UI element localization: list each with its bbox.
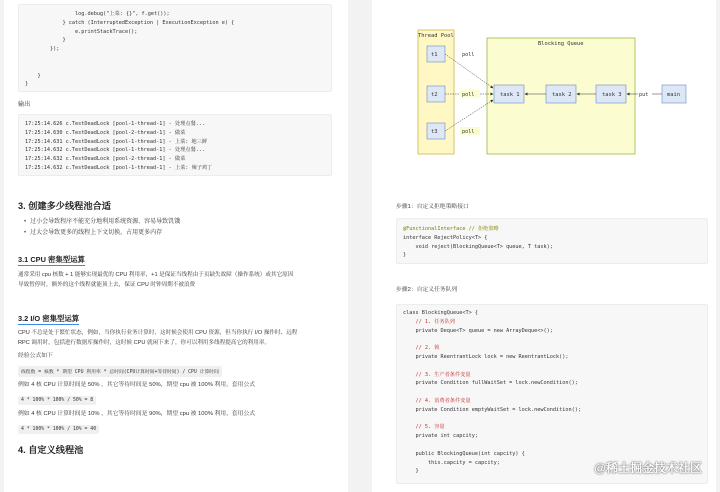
code-line: // 5. 容量 (403, 424, 445, 431)
output-line: 17:25:14.632 c.TestDeadLock [pool-1-thread-1] - 上菜: 辣子鸡丁 (25, 164, 213, 171)
cpu-paragraph-line-2: 导致暂停时，额外的这个线程就能顶上去，保证 CPU 时钟周期不被浪费 (18, 282, 196, 288)
step-1-text: 步骤1：自定义拒绝策略接口 (396, 204, 469, 210)
example-2-text: 例如 4 核 CPU 计算时间是 10% ，其它等待时间是 90%，期望 cpu 被 100% 利用，套用公式 (18, 411, 256, 417)
io-paragraph-line-2: RPC 调用时，包括进行数据库操作时，这时候 CPU 就闲下来了，你可以利用多线程提高它的利用率。 (18, 340, 271, 346)
t1-poll-label: poll (462, 52, 475, 58)
code-line: } (403, 468, 419, 475)
heading-pool-size: 3. 创建多少线程池合适 (18, 201, 111, 211)
thread-t3-label: t3 (431, 129, 438, 135)
formula-inline-code: 线程数 = 核数 * 期望 CPU 利用率 * 总时间(CPU计算时间+等待时间) / CPU 计算时间 (18, 366, 222, 377)
code-block-output (18, 114, 332, 176)
main-label: main (667, 92, 680, 98)
step-2-text: 步骤2：自定义任务队列 (396, 287, 458, 293)
code-line (25, 63, 325, 72)
heading-io-bound: 3.2 I/O 密集型运算 (18, 314, 80, 323)
output-line: 17:25:14.630 c.TestDeadLock [pool-2-thread-1] - 做菜 (25, 129, 186, 136)
code-line (403, 388, 701, 397)
right-document-page (372, 0, 716, 492)
code-block-executor (18, 4, 332, 92)
code-line: void reject(BlockingQueue<T> queue, T task); (403, 243, 553, 250)
code-line (403, 441, 701, 450)
output-line: 17:25:14.632 c.TestDeadLock [pool-1-thread-1] - 处理点餐... (25, 147, 206, 154)
t3-poll-label: poll (462, 129, 475, 135)
code-line: private Condition fullWaitSet = lock.newCondition(); (403, 380, 578, 387)
left-document-page (4, 0, 348, 492)
blocking-queue-label: Blocking Queue (538, 41, 584, 47)
code-line: // 4. 消费者条件变量 (403, 397, 471, 404)
code-line: public BlockingQueue(int capcity) { (403, 450, 525, 457)
task-1-label: task 1 (500, 92, 520, 98)
code-block-reject-policy (396, 218, 708, 264)
code-line (403, 335, 701, 344)
task-3-label: task 3 (602, 92, 622, 98)
example-1-text: 例如 4 核 CPU 计算时间是 50% ，其它等待时间是 50%，期望 cpu 被 100% 利用，套用公式 (18, 382, 256, 388)
io-paragraph-line-1: CPU 不总是处于繁忙状态，例如，当你执行业务计算时，这时候会使用 CPU 资源，但当你执行 I/O 操作时、远程 (18, 330, 298, 336)
code-line: } catch (InterruptedException | ExecutionException e) { (25, 19, 235, 26)
put-label: put (639, 92, 649, 98)
task-2-label: task 2 (552, 92, 572, 98)
code-line: } (25, 37, 66, 44)
code-line (403, 362, 701, 371)
code-line: // 1. 任务队列 (403, 318, 455, 325)
formula-label: 经验公式如下 (18, 353, 53, 359)
code-line: } (25, 81, 29, 88)
code-line: private Deque<T> queue = new ArrayDeque<>(); (403, 327, 553, 334)
code-line: private int capcity; (403, 433, 478, 440)
code-line: class BlockingQueue<T> { (403, 310, 478, 316)
output-label: 输出 (18, 101, 31, 108)
heading-cpu-bound: 3.1 CPU 密集型运算 (18, 255, 85, 264)
code-line: } (403, 252, 407, 259)
code-line: // 3. 生产者条件变量 (403, 371, 471, 378)
code-line (25, 54, 325, 63)
code-line: private Condition emptyWaitSet = lock.newCondition(); (403, 406, 582, 413)
bullet-too-small: • 过小会导致程序不能充分地利用系统资源、容易导致饥饿 (24, 216, 180, 225)
code-line: } (25, 72, 41, 79)
thread-pool-diagram (372, 0, 716, 170)
output-line: 17:25:14.631 c.TestDeadLock [pool-1-thread-1] - 上菜: 地三鲜 (25, 138, 208, 145)
example-1-calc: 4 * 100% * 100% / 50% = 8 (18, 396, 96, 405)
code-line: interface RejectPolicy<T> { (403, 234, 488, 241)
output-line: 17:25:14.626 c.TestDeadLock [pool-1-thread-1] - 处理点餐... (25, 121, 206, 127)
code-line: @FunctionalInterface // 拒绝策略 (403, 226, 499, 232)
code-line: private ReentrantLock lock = new ReentrantLock(); (403, 353, 569, 360)
t2-poll-label: poll (462, 92, 475, 98)
code-line: log.debug("上菜: {}", f.get()); (25, 11, 170, 17)
bullet-too-large: • 过大会导致更多的线程上下文切换，占用更多内存 (24, 227, 162, 236)
code-line: // 2. 锁 (403, 345, 440, 352)
code-line: this.capcity = capcity; (403, 459, 500, 466)
output-line: 17:25:14.632 c.TestDeadLock [pool-2-thread-1] - 做菜 (25, 156, 186, 163)
thread-pool-label: Thread Pool (418, 33, 454, 39)
heading-custom-pool: 4. 自定义线程池 (18, 445, 84, 455)
code-line: e.printStackTrace(); (25, 28, 138, 35)
watermark: @稀土掘金技术社区 (594, 461, 702, 475)
code-block-blocking-queue (396, 304, 708, 484)
example-2-calc: 4 * 100% * 100% / 10% = 40 (18, 425, 99, 434)
thread-t2-label: t2 (431, 92, 438, 98)
code-line: }); (25, 46, 60, 53)
code-line (403, 415, 701, 424)
thread-t1-label: t1 (431, 52, 438, 58)
cpu-paragraph-line-1: 通常采用 cpu 核数 + 1 能够实现最优的 CPU 利用率，+1 是保证当线程由于页缺失故障（操作系统）或其它原因 (18, 272, 294, 278)
